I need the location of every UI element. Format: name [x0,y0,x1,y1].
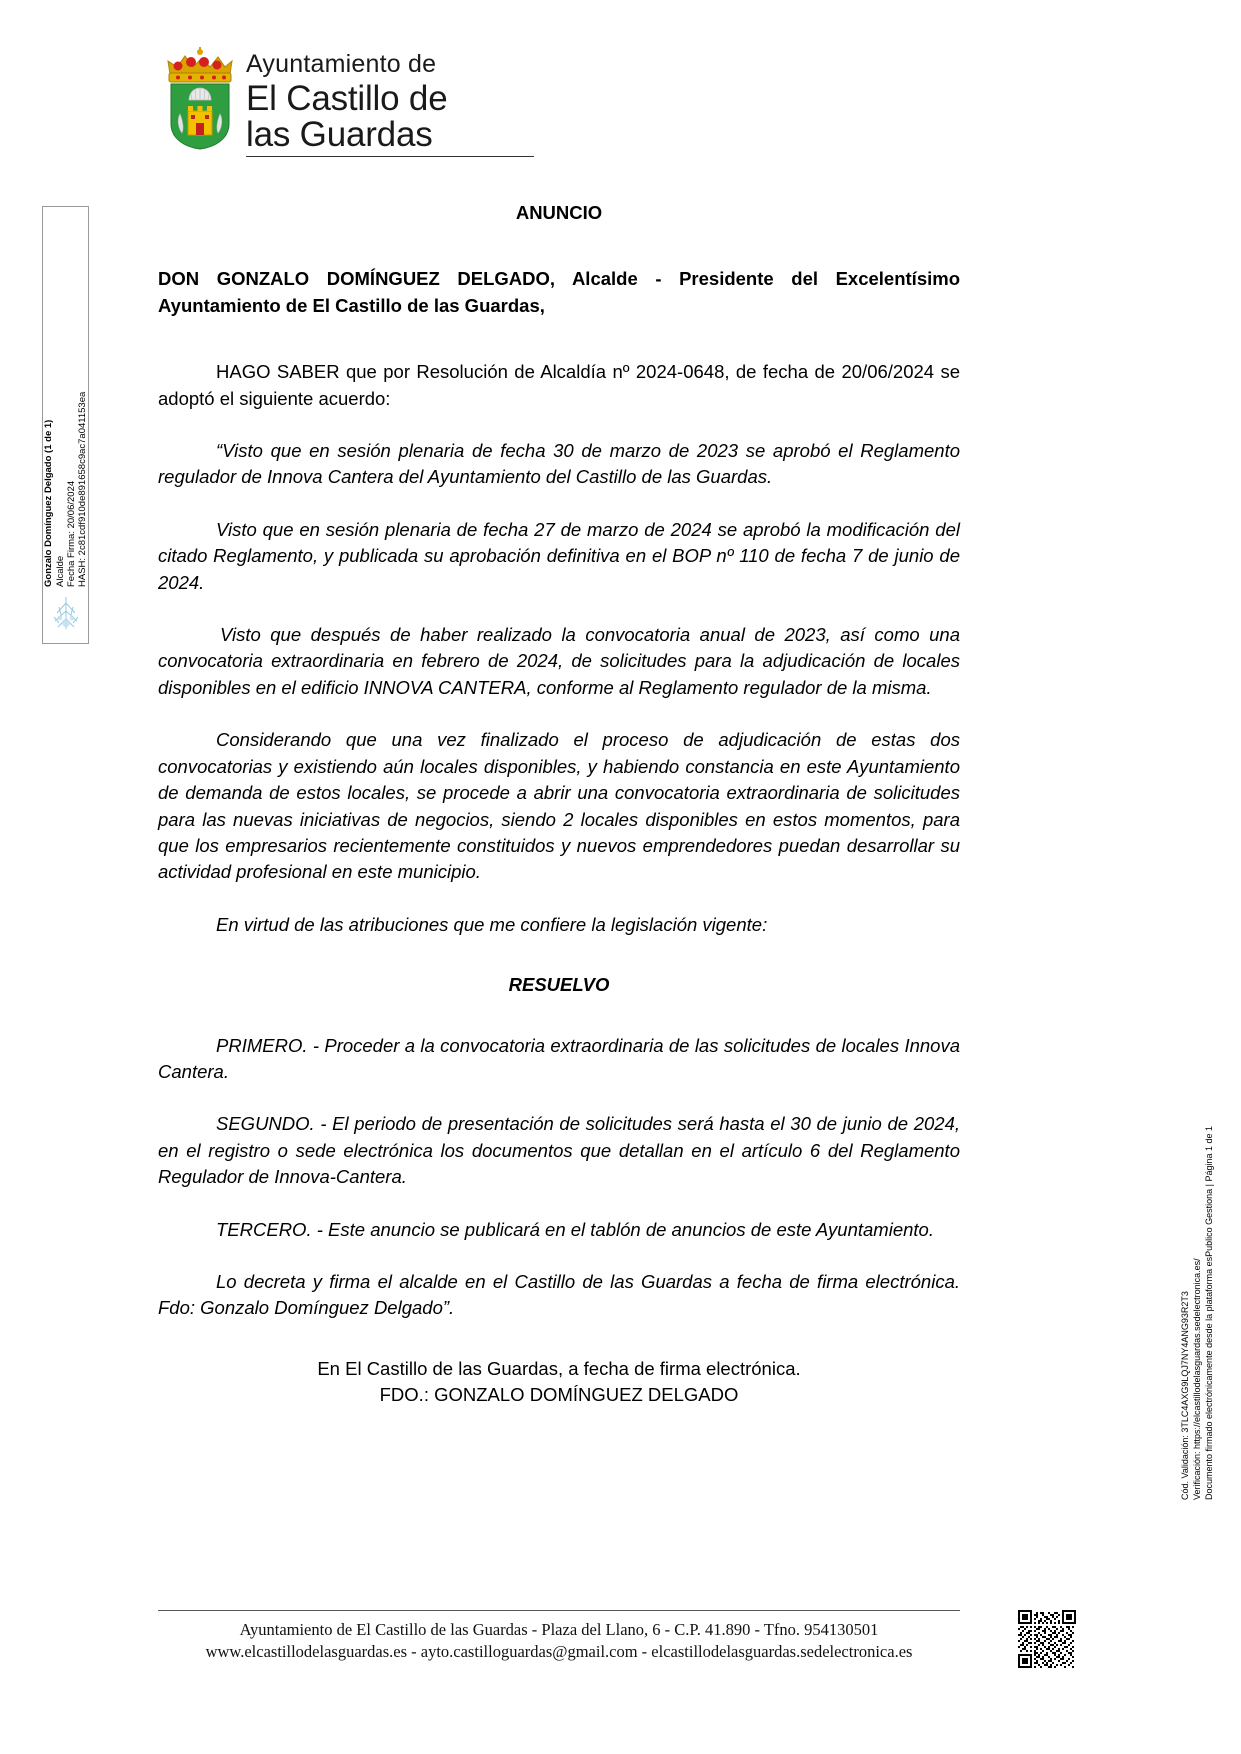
coat-of-arms-icon [158,44,236,150]
document-body [158,200,960,1409]
signoff-name: FDO.: GONZALO DOMÍNGUEZ DELGADO [379,1384,739,1406]
signoff-place-date: En El Castillo de las Guardas, a fecha de firma electrónica. [317,1357,801,1379]
document-heading: DON GONZALO DOMÍNGUEZ DELGADO, Alcalde - Presidente del Excelentísimo Ayuntamiento de El Castillo de las Guardas, [158,268,960,316]
signature-seal-icon [49,593,83,633]
verification-url[interactable]: Verificación: https://elcastillodelasguardas.sedelectronica.es/ [1191,1258,1202,1500]
brand-line-2: El Castillo de [246,79,448,118]
signature-stamp-box [42,206,89,644]
paragraph-visto-1: “Visto que en sesión plenaria de fecha 30 de marzo de 2023 se aprobó el Reglamento regulador de Innova Cantera del Ayuntamiento del Castillo de las Guardas. [158,440,960,488]
paragraph-closing: Lo decreta y firma el alcalde en el Castillo de las Guardas a fecha de firma electrónica. Fdo: Gonzalo Domínguez Delgado”. [158,1270,960,1319]
document-footer [158,1610,960,1663]
document-header [158,44,534,157]
page-title: ANUNCIO [515,202,603,223]
brand-line-1: Ayuntamiento de [246,50,437,78]
paragraph-considerando: Considerando que una vez finalizado el proceso de adjudicación de estas dos convocatorias y existiendo aún locales disponibles, y habiendo constancia en este Ayuntamiento de demanda de estos locales, se procede a abrir una convocatoria extraordinaria de solicitudes para las nuevas iniciativas de negocios, siendo 2 locales disponibles en estos momentos, para que los empresarios recientemente constituidos y nuevos emprendedores puedan desarrollar su actividad profesional en este municipio. [158,729,960,883]
paragraph-visto-2: Visto que en sesión plenaria de fecha 27 de marzo de 2024 se aprobó la modificación del citado Reglamento, y publicada su aprobación definitiva en el BOP nº 110 de fecha 7 de junio de 2024. [158,518,960,593]
paragraph-visto-3: Visto que después de haber realizado la convocatoria anual de 2023, así como una convocatoria extraordinaria en febrero de 2024, de solicitudes para la adjudicación de locales disponibles en el edificio INNOVA CANTERA, conforme al Reglamento regulador de la misma. [158,624,960,698]
signature-date: Fecha Firma: 20/06/2024 [66,480,77,587]
signature-hash: HASH: 2c81cdf910de891658c9ac7a041153ea [77,391,89,587]
verification-code: Cód. Validación: 3TLC4AXG9LQJ7NY4ANG93R2T3 [1179,1291,1190,1500]
verification-text [1169,980,1225,1500]
paragraph-primero: PRIMERO. - Proceder a la convocatoria extraordinaria de las solicitudes de locales Innova Cantera. [158,1034,960,1082]
verification-block [1169,980,1227,1500]
brand-line-3: las Guardas [246,115,433,154]
signature-signer-name: Gonzalo Domínguez Delgado (1 de 1) [43,419,55,587]
footer-address: Ayuntamiento de El Castillo de las Guardas - Plaza del Llano, 6 - C.P. 41.890 - Tfno. 954130501 [239,1620,879,1639]
signature-stamp-text [43,207,89,644]
brand-block [246,44,534,157]
verification-platform: Documento firmado electrónicamente desde la plataforma esPublico Gestiona | Página 1 de 1 [1204,1125,1215,1500]
footer-web-email: www.elcastillodelasguardas.es - ayto.castilloguardas@gmail.com - elcastillodelasguardas.sedelectronica.es [205,1642,913,1661]
paragraph-intro: HAGO SABER que por Resolución de Alcaldía nº 2024-0648, de fecha de 20/06/2024 se adoptó el siguiente acuerdo: [158,361,960,409]
paragraph-tercero: TERCERO. - Este anuncio se publicará en el tablón de anuncios de este Ayuntamiento. [216,1218,934,1240]
paragraph-en-virtud: En virtud de las atribuciones que me confiere la legislación vigente: [216,913,768,935]
paragraph-segundo: SEGUNDO. - El periodo de presentación de solicitudes será hasta el 30 de junio de 2024, en el registro o sede electrónica los documentos que detallan en el artículo 6 del Reglamento Regulador de Innova-Cantera. [158,1113,960,1188]
footer-divider [158,1610,960,1611]
resuelvo-title: RESUELVO [508,974,610,996]
qr-code-icon[interactable] [1018,1610,1076,1668]
signature-signer-role: Alcalde [54,555,66,587]
brand-divider [246,156,534,157]
